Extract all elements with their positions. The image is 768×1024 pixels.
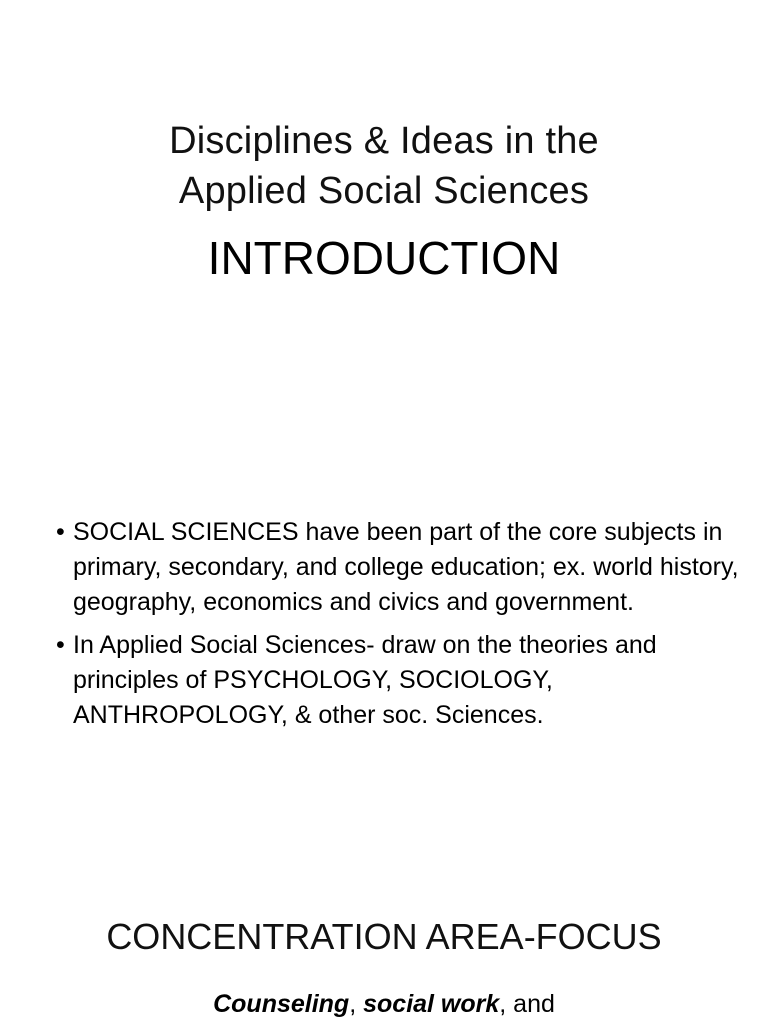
bullet-marker: • (56, 631, 65, 659)
bullet-list (56, 515, 746, 741)
bullet-marker: • (56, 518, 65, 546)
slide-title (0, 116, 768, 216)
slide-title-line-2: Applied Social Sciences (178, 170, 590, 212)
bullet-text: In Applied Social Sciences- draw on the theories and principles of PSYCHOLOGY, SOCIOLOGY, ANTHROPOLOGY, & other soc. Sciences. (73, 631, 657, 729)
bullet-text: SOCIAL SCIENCES have been part of the core subjects in primary, secondary, and college education; ex. world history, geography, economics and civics and government. (73, 518, 739, 616)
focus-item-counseling: Counseling (213, 990, 350, 1018)
focus-tail: , and (499, 990, 555, 1018)
focus-separator: , (349, 990, 364, 1018)
bullet-item (56, 628, 746, 733)
slide-subtitle: INTRODUCTION (207, 232, 561, 284)
content-slide (0, 460, 768, 1024)
focus-item-social-work: social work (363, 990, 500, 1018)
slide-title-line-1: Disciplines & Ideas in the (169, 120, 599, 162)
bullet-item (56, 515, 746, 620)
title-slide (0, 0, 768, 460)
section-heading: CONCENTRATION AREA-FOCUS (106, 916, 662, 957)
focus-line (0, 986, 768, 1022)
